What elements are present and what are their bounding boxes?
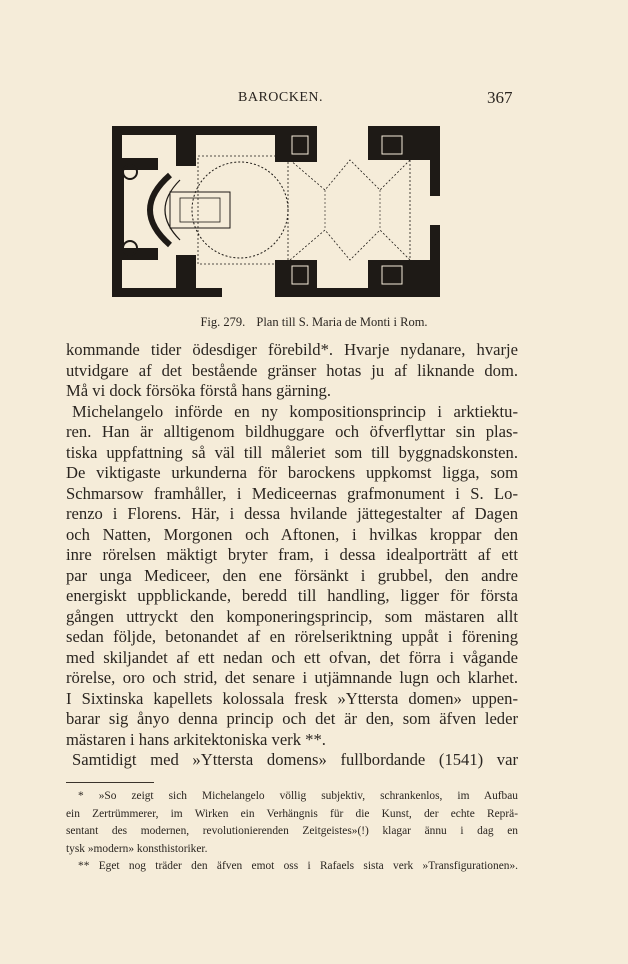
text-line: energiskt uppblickande, beredd till handling, ligger för första [66, 586, 518, 605]
footnote-line: ** Eget nog träder den äfven emot oss i Rafaels sista verk »Transfigurationen». [78, 860, 518, 872]
footnotes [66, 788, 518, 876]
text-line: I Sixtinska kapellets kolossala fresk »Yttersta domen» uppen- [66, 688, 518, 708]
body-text [66, 340, 518, 771]
footnote-line: ein Zertrümmerer, im Wirken ein Verhängnis für die Kunst, der echte Reprä- [66, 807, 518, 820]
text-line: Schmarsow framhåller, i Mediceernas grafmonument i S. Lo- [66, 483, 518, 503]
footnote-line: * »So zeigt sich Michelangelo völlig subjektiv, schrankenlos, im Aufbau [78, 790, 518, 802]
text-line: sedan följde, betonandet af en rörelseriktning uppåt i förening [66, 627, 518, 646]
text-line: mästaren i hans arkitektoniska verk **. [66, 729, 326, 749]
floor-plan-icon [110, 120, 446, 305]
footnote-line: tysk »modern» konsthistoriker. [66, 842, 208, 855]
text-line: inre rörelsen mäktigt bryter fram, i dessa idealporträtt af ett [66, 545, 518, 564]
text-line: kommande tider ödesdiger förebild*. Hvarje nydanare, hvarje [66, 340, 518, 359]
text-line: med skiljandet af ett nedan och ett ofvan, det förra i vågande [66, 647, 518, 667]
running-head [0, 90, 628, 112]
text-line: tiska uppfattning så väl till måleriet som till byggnadskonsten. [66, 442, 518, 462]
text-line: Michelangelo införde en ny kompositionsprincip i arktiektu- [72, 401, 518, 421]
footnote-line: sentant des modernen, revolutionierenden Zeitgeistes»(!) klagar ännu i dag en [66, 825, 518, 837]
footnote-rule [66, 782, 154, 783]
figure-caption-text: Plan till S. Maria de Monti i Rom. [256, 315, 428, 329]
text-line: Samtidigt med »Yttersta domens» fullbordande (1541) var [72, 750, 518, 769]
text-line: renzo i Florens. Här, i dessa hvilande jättegestalter af Dagen [66, 504, 518, 523]
text-line: gången uttryckt den komponeringsprincip, som mästaren allt [66, 606, 518, 626]
figure-caption [0, 315, 628, 330]
text-line: ren. Han är alltigenom bildhuggare och öfverflyttar sin plas- [66, 422, 518, 441]
text-line: Må vi dock försöka förstå hans gärning. [66, 381, 331, 400]
text-line: och Natten, Morgonen och Aftonen, i hvilkas kroppar den [66, 524, 518, 544]
text-line: utvidgare af det bestående gränser hotas ju af liknande dom. [66, 360, 518, 380]
text-line: barar sig ånyo denna princip och det är den, som äfven leder [66, 709, 518, 728]
text-line: par unga Mediceer, den ene försänkt i grubbel, den andre [66, 565, 518, 585]
figure-number: Fig. 279. [200, 315, 246, 329]
floor-plan-figure [110, 120, 446, 305]
running-title: BAROCKEN. [238, 90, 324, 105]
text-line: rörelse, oro och strid, det senare i utjämnande lugn och klarhet. [66, 668, 518, 687]
text-line: De viktigaste urkunderna för barockens uppkomst ligga, som [66, 463, 518, 482]
page-number: 367 [487, 88, 513, 107]
